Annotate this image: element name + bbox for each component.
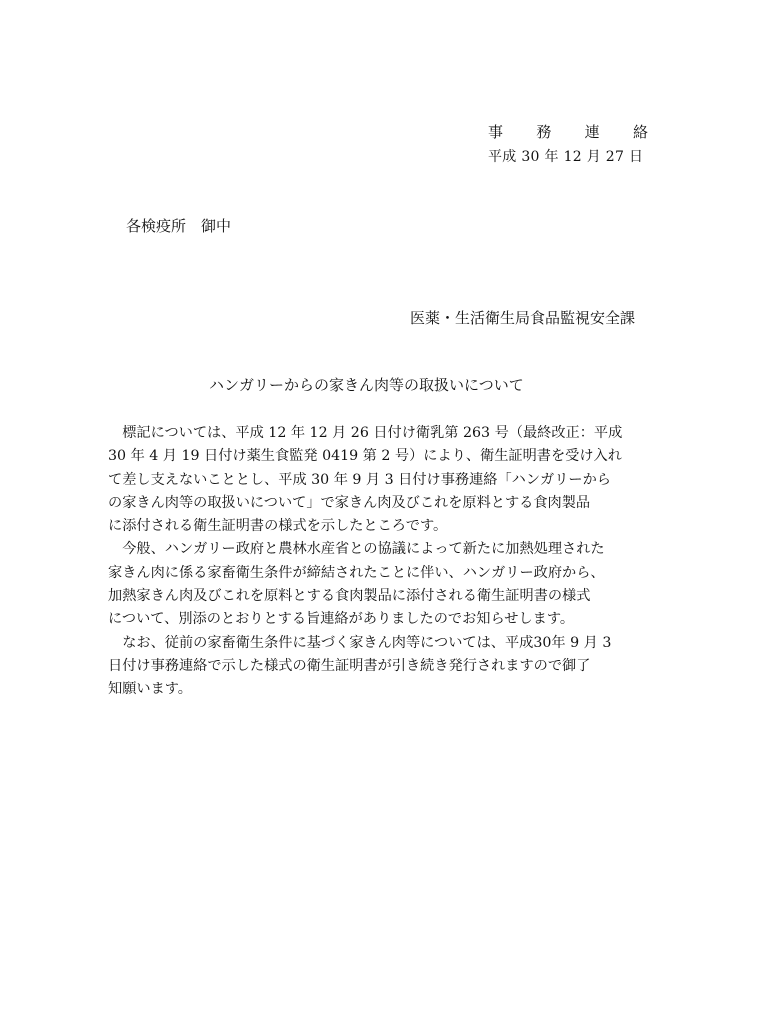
body-line: て差し支えないこととし、平成 30 年 9 月 3 日付け事務連絡「ハンガリーから bbox=[108, 471, 611, 488]
body-line: 30 年 4 月 19 日付け薬生食監発 0419 第 2 号）により、衛生証明書を受け入れ bbox=[108, 448, 622, 465]
document-body bbox=[108, 422, 658, 702]
document-type-char: 事 bbox=[488, 123, 504, 141]
addressee: 各検疫所 御中 bbox=[126, 217, 232, 235]
body-line: 家きん肉に係る家畜衛生条件が締結されたことに伴い、ハンガリー政府から、 bbox=[108, 564, 605, 581]
body-line: 日付け事務連絡で示した様式の衛生証明書が引き続き発行されますので御了 bbox=[108, 657, 591, 674]
sender-department: 医薬・生活衛生局食品監視安全課 bbox=[410, 309, 636, 327]
body-line: 今般、ハンガリー政府と農林水産省との協議によって新たに加熱処理された bbox=[108, 541, 605, 558]
body-line: なお、従前の家畜衛生条件に基づく家きん肉等については、平成30年 9 月 3 bbox=[108, 634, 612, 651]
body-line: の家きん肉等の取扱いについて」で家きん肉及びこれを原料とする食肉製品 bbox=[108, 494, 591, 511]
document-date: 平成 30 年 12 月 27 日 bbox=[488, 149, 644, 165]
document-type-char: 絡 bbox=[632, 123, 648, 141]
body-line: について、別添のとおりとする旨連絡がありましたのでお知らせします。 bbox=[108, 611, 575, 628]
document-type bbox=[488, 120, 648, 144]
body-line: に添付される衛生証明書の様式を示したところです。 bbox=[108, 518, 448, 535]
body-line: 標記については、平成 12 年 12 月 26 日付け衛乳第 263 号（最終改正：平成 bbox=[108, 425, 623, 441]
document-type-char: 連 bbox=[584, 123, 600, 141]
body-line: 加熱家きん肉及びこれを原料とする食肉製品に添付される衛生証明書の様式 bbox=[108, 588, 591, 605]
document-subject: ハンガリーからの家きん肉等の取扱いについて bbox=[209, 376, 524, 394]
body-line: 知願います。 bbox=[108, 681, 192, 698]
document-type-char: 務 bbox=[536, 123, 552, 141]
